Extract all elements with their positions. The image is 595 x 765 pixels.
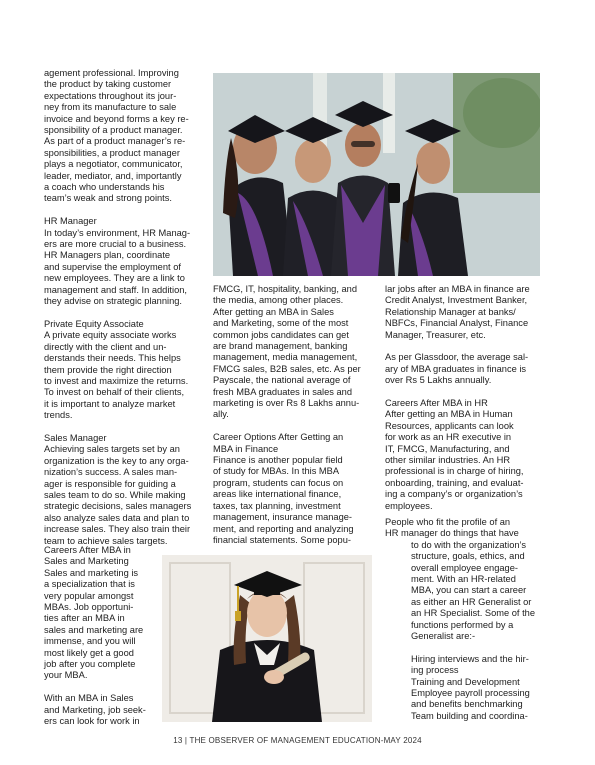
page-footer: 13 | THE OBSERVER OF MANAGEMENT EDUCATION-MAY 2024	[173, 736, 422, 745]
hr-careers-paragraph: After getting an MBA in Human Resources, applicants can look for work as an HR executive in IT, FMCG, Manufacturing, and other similar industries. An HR professional is in charge of hiring, onboarding, training, and evaluat- ing a company’s or organization’s employees.	[385, 409, 524, 511]
article-column-3-lower	[385, 517, 545, 722]
private-equity-paragraph: A private equity associate works directly with the client and un- derstands their needs. This helps them provide the right direction to invest and maximize the returns. To invest on behalf of their clients, it is important to analyze market trends.	[44, 330, 189, 421]
graduate-student-photo	[162, 555, 372, 722]
generalist-functions-list: Hiring interviews and the hir- ing process Training and Development Employee payroll processing and benefits benchmarking Team building and coordina-	[411, 653, 530, 721]
article-column-1-lower	[44, 545, 154, 727]
finance-jobs-paragraph: lar jobs after an MBA in finance are Credit Analyst, Investment Banker, Relationship Manager at banks/ NBFCs, Financial Analyst, Finance Manager, Treasurer, etc.	[385, 284, 530, 340]
intro-paragraph: agement professional. Improving the product by taking customer expectations throughout its jour- ney from its manufacture to sale invoice and beyond forms a key re- sponsibility of a product manager. As part of a product manager’s re- sponsibilities, a product manager plays a negotiator, communicator, leader, mediator, and, importantly a coach who understands his team’s weak and strong points.	[44, 68, 189, 204]
sales-marketing-careers-paragraph: Sales and marketing is a specialization that is very popular amongst MBAs. Job opportuni- ties after an MBA in sales and marketing are immense, and you will most likely get a good job after you complete your MBA.	[44, 567, 144, 681]
finance-careers-paragraph: Finance is another popular field of study for MBAs. In this MBA program, students can focus on areas like international finance, taxes, tax planning, investment management, insurance manage- ment, and reporting and analyzing financial statements. Some popu-	[213, 455, 354, 545]
hr-manager-heading: HR Manager	[44, 216, 97, 227]
hr-profile-paragraph-rest: to do with the organization’s structure, goals, ethics, and overall employee engage- ment. With an HR-related MBA, you can start a career as either an HR Generalist or an HR Specialist. Some of the functions performed by a Generalist are:-	[411, 539, 536, 642]
finance-careers-heading: Career Options After Getting an MBA in Finance	[213, 432, 344, 454]
sales-roles-paragraph: FMCG, IT, hospitality, banking, and the media, among other places. After getting an MBA in Sales and Marketing, some of the most common jobs candidates can get are brand management, banking management, media management, FMCG sales, B2B sales, etc. As per Payscale, the national average of fresh MBA graduates in sales and marketing is over Rs 8 Lakhs annu- ally.	[213, 284, 361, 420]
article-column-1	[44, 68, 202, 547]
sales-marketing-careers-heading: Careers After MBA in Sales and Marketing	[44, 545, 131, 567]
hr-manager-paragraph: In today’s environment, HR Manag- ers are more crucial to a business. HR Managers plan, coordinate and supervise the employment of new employees. They are a link to management and staff. In addition, they advise on strategic planning.	[44, 227, 191, 307]
finance-salary-paragraph: As per Glassdoor, the average sal- ary of MBA graduates in finance is over Rs 5 Lakhs annually.	[385, 352, 529, 386]
article-column-2	[213, 284, 373, 546]
job-seekers-paragraph: With an MBA in Sales and Marketing, job seek- ers can look for work in	[44, 693, 146, 727]
sales-manager-paragraph: Achieving sales targets set by an organization is the key to any orga- nization’s success. A sales man- ager is responsible for guiding a sales team to do so. While making strategic decisions, sales managers also analyze sales data and plan to increase sales. They also train their team to achieve sales targets.	[44, 444, 192, 546]
article-column-3	[385, 284, 545, 512]
hr-careers-heading: Careers After MBA in HR	[385, 398, 488, 409]
hr-profile-paragraph-start: People who fit the profile of an HR manager do things that have	[385, 517, 519, 539]
graduates-photo	[213, 73, 540, 276]
private-equity-heading: Private Equity Associate	[44, 318, 144, 329]
sales-manager-heading: Sales Manager	[44, 432, 107, 443]
